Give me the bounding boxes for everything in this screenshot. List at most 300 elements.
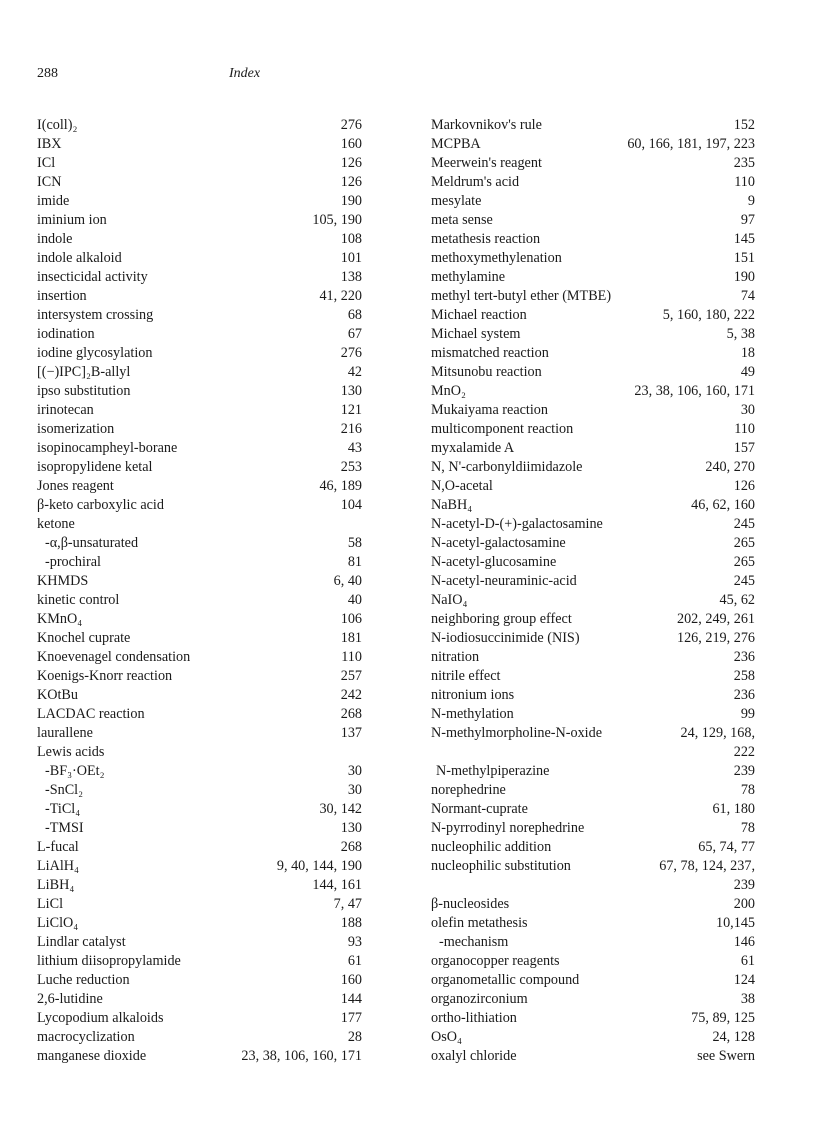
- index-term: N, N'-carbonyldiimidazole: [431, 459, 583, 475]
- index-entry: [37, 705, 362, 724]
- index-pages: 145: [733, 231, 755, 247]
- index-entry: [37, 306, 362, 325]
- index-term: multicomponent reaction: [431, 421, 574, 437]
- index-pages: 78: [740, 820, 755, 836]
- index-entry: [431, 154, 755, 173]
- index-entry: [431, 857, 755, 876]
- index-subentry: [37, 781, 362, 800]
- index-pages: 46, 62, 160: [691, 497, 755, 513]
- index-term: IBX: [37, 136, 62, 152]
- index-entry: [37, 325, 362, 344]
- index-pages: 222: [733, 744, 755, 760]
- index-entry: [37, 1028, 362, 1047]
- index-pages: 126: [733, 478, 755, 494]
- index-pages: 257: [340, 668, 362, 684]
- index-pages: 93: [347, 934, 362, 950]
- index-pages: 101: [340, 250, 362, 266]
- index-entry: [431, 553, 755, 572]
- index-term: -TiCl₄: [45, 801, 81, 817]
- index-entry: [37, 857, 362, 876]
- index-term: Knoevenagel condensation: [37, 649, 191, 665]
- index-entry: [431, 325, 755, 344]
- index-pages: 67: [347, 326, 362, 342]
- index-entry: [431, 382, 755, 401]
- index-entry: [431, 420, 755, 439]
- index-term: iodine glycosylation: [37, 345, 153, 361]
- index-term: nitrile effect: [431, 668, 501, 684]
- index-pages: 60, 166, 181, 197, 223: [627, 136, 755, 152]
- index-entry: [37, 572, 362, 591]
- index-pages: 144: [340, 991, 362, 1007]
- index-term: ICN: [37, 174, 62, 190]
- index-entry: [37, 667, 362, 686]
- index-pages: 9: [747, 193, 755, 209]
- index-entry: [431, 135, 755, 154]
- index-entry: [37, 629, 362, 648]
- index-pages: 160: [340, 136, 362, 152]
- index-entry: [37, 154, 362, 173]
- index-term: MnO₂: [431, 383, 466, 399]
- index-entry: [431, 667, 755, 686]
- index-entry: [37, 610, 362, 629]
- index-entry-continuation: [431, 876, 755, 895]
- index-entry: [431, 534, 755, 553]
- index-entry: [431, 515, 755, 534]
- index-entry: [37, 420, 362, 439]
- index-entry: [37, 876, 362, 895]
- index-term: insecticidal activity: [37, 269, 148, 285]
- index-entry: [431, 610, 755, 629]
- index-term: N-methylpiperazine: [436, 763, 550, 779]
- index-pages: 137: [340, 725, 362, 741]
- index-pages: 216: [340, 421, 362, 437]
- index-term: LiClO₄: [37, 915, 79, 931]
- index-pages: 110: [734, 421, 755, 437]
- index-term: Michael reaction: [431, 307, 527, 323]
- index-term: N-iodiosuccinimide (NIS): [431, 630, 580, 646]
- index-pages: 190: [733, 269, 755, 285]
- index-pages: 130: [340, 820, 362, 836]
- index-pages: 245: [733, 573, 755, 589]
- index-pages: 61: [347, 953, 362, 969]
- index-pages: 265: [733, 554, 755, 570]
- index-pages: 160: [340, 972, 362, 988]
- index-subentry: [37, 762, 362, 781]
- index-pages: 30: [740, 402, 755, 418]
- index-term: oxalyl chloride: [431, 1048, 517, 1064]
- index-pages: 200: [733, 896, 755, 912]
- index-term: metathesis reaction: [431, 231, 541, 247]
- index-entry: [431, 572, 755, 591]
- index-pages: 126, 219, 276: [676, 630, 755, 646]
- index-pages: 146: [733, 934, 755, 950]
- index-term: organocopper reagents: [431, 953, 560, 969]
- index-entry: [37, 686, 362, 705]
- index-pages: 78: [740, 782, 755, 798]
- index-pages: 6, 40: [333, 573, 362, 589]
- index-term: [(−)IPC]₂B-allyl: [37, 364, 131, 380]
- index-pages: 104: [340, 497, 362, 513]
- index-pages: 7, 47: [333, 896, 362, 912]
- index-pages: 265: [733, 535, 755, 551]
- index-entry: [37, 496, 362, 515]
- index-term: N-pyrrodinyl norephedrine: [431, 820, 585, 836]
- index-pages: 75, 89, 125: [691, 1010, 755, 1026]
- index-term: mesylate: [431, 193, 482, 209]
- index-pages: 124: [733, 972, 755, 988]
- index-term: N-acetyl-neuraminic-acid: [431, 573, 577, 589]
- index-pages: 23, 38, 106, 160, 171: [241, 1048, 362, 1064]
- index-pages: 157: [733, 440, 755, 456]
- index-entry: [37, 458, 362, 477]
- index-entry: [37, 192, 362, 211]
- index-term: methylamine: [431, 269, 506, 285]
- index-term: Knochel cuprate: [37, 630, 131, 646]
- index-term: LiCl: [37, 896, 64, 912]
- index-pages: 239: [733, 763, 755, 779]
- index-pages: 236: [733, 687, 755, 703]
- index-subentry: [37, 553, 362, 572]
- index-entry: [431, 971, 755, 990]
- index-term: N-methylmorpholine-N-oxide: [431, 725, 602, 741]
- index-pages: 177: [340, 1010, 362, 1026]
- index-entry: [431, 230, 755, 249]
- index-pages: 49: [740, 364, 755, 380]
- index-entry: [431, 1028, 755, 1047]
- index-entry: [431, 344, 755, 363]
- index-entry: [431, 629, 755, 648]
- index-term: olefin metathesis: [431, 915, 528, 931]
- index-pages: 24, 128: [712, 1029, 755, 1045]
- index-pages: 42: [347, 364, 362, 380]
- index-term: -SnCl₂: [45, 782, 84, 798]
- index-term: lithium diisopropylamide: [37, 953, 181, 969]
- index-entry: [431, 591, 755, 610]
- index-term: macrocyclization: [37, 1029, 135, 1045]
- index-pages: 108: [340, 231, 362, 247]
- index-pages: 40: [347, 592, 362, 608]
- index-term: Michael system: [431, 326, 521, 342]
- index-term: KHMDS: [37, 573, 89, 589]
- index-term: N-acetyl-D-(+)-galactosamine: [431, 516, 603, 532]
- index-term: NaBH₄: [431, 497, 473, 513]
- index-term: nitronium ions: [431, 687, 515, 703]
- index-term: indole alkaloid: [37, 250, 122, 266]
- index-term: Jones reagent: [37, 478, 114, 494]
- index-term: β-keto carboxylic acid: [37, 497, 164, 513]
- index-entry: [431, 819, 755, 838]
- index-pages: 5, 38: [726, 326, 755, 342]
- index-entry: [37, 230, 362, 249]
- index-pages: 24, 129, 168,: [680, 725, 755, 741]
- index-term: Mitsunobu reaction: [431, 364, 542, 380]
- index-pages: 61: [740, 953, 755, 969]
- index-term: Markovnikov's rule: [431, 117, 542, 133]
- index-entry: [431, 116, 755, 135]
- index-term: organometallic compound: [431, 972, 580, 988]
- index-entry: [37, 363, 362, 382]
- index-entry: [37, 743, 362, 762]
- index-pages: 46, 189: [319, 478, 362, 494]
- index-pages: 67, 78, 124, 237,: [659, 858, 755, 874]
- index-term: nitration: [431, 649, 480, 665]
- index-entry: [37, 401, 362, 420]
- index-term: isomerization: [37, 421, 115, 437]
- index-entry: [37, 1047, 362, 1066]
- index-entry: [37, 439, 362, 458]
- index-term: Lindlar catalyst: [37, 934, 126, 950]
- index-entry: [37, 116, 362, 135]
- index-term: N-acetyl-galactosamine: [431, 535, 566, 551]
- index-pages: 202, 249, 261: [676, 611, 755, 627]
- index-entry: [431, 458, 755, 477]
- index-entry: [431, 477, 755, 496]
- index-entry: [37, 933, 362, 952]
- page-number: 288: [37, 66, 58, 81]
- index-term: organozirconium: [431, 991, 528, 1007]
- index-term: ICl: [37, 155, 56, 171]
- index-pages: 245: [733, 516, 755, 532]
- index-entry: [37, 173, 362, 192]
- index-pages: 110: [734, 174, 755, 190]
- index-pages: 99: [740, 706, 755, 722]
- index-term: LACDAC reaction: [37, 706, 145, 722]
- index-pages: 268: [340, 839, 362, 855]
- index-pages: 65, 74, 77: [698, 839, 755, 855]
- index-term: Normant-cuprate: [431, 801, 528, 817]
- running-title: Index: [229, 66, 261, 81]
- index-term: LiBH₄: [37, 877, 75, 893]
- index-term: 2,6-lutidine: [37, 991, 103, 1007]
- index-pages: 151: [733, 250, 755, 266]
- index-term: -prochiral: [45, 554, 101, 570]
- index-pages: 10,145: [715, 915, 755, 931]
- index-entry: [431, 838, 755, 857]
- index-entry: [431, 895, 755, 914]
- index-entry: [37, 990, 362, 1009]
- index-term: Lycopodium alkaloids: [37, 1010, 164, 1026]
- index-pages: 235: [733, 155, 755, 171]
- index-entry: [431, 800, 755, 819]
- index-entry: [37, 591, 362, 610]
- index-entry-continuation: [431, 743, 755, 762]
- index-term: KOtBu: [37, 687, 78, 703]
- index-pages: 61, 180: [712, 801, 755, 817]
- index-term: methyl tert-butyl ether (MTBE): [431, 288, 612, 304]
- index-pages: 30: [347, 782, 362, 798]
- index-term: indole: [37, 231, 73, 247]
- index-entry: [431, 192, 755, 211]
- index-entry: [431, 781, 755, 800]
- index-term: ketone: [37, 516, 75, 532]
- index-entry: [37, 952, 362, 971]
- index-term: Meldrum's acid: [431, 174, 520, 190]
- index-pages: 105, 190: [312, 212, 362, 228]
- index-pages: 30: [347, 763, 362, 779]
- index-term: Mukaiyama reaction: [431, 402, 548, 418]
- index-entry: [37, 724, 362, 743]
- index-entry: [37, 648, 362, 667]
- index-pages: 9, 40, 144, 190: [276, 858, 362, 874]
- index-pages: 242: [340, 687, 362, 703]
- index-entry: [431, 268, 755, 287]
- index-term: Meerwein's reagent: [431, 155, 542, 171]
- index-entry: [37, 211, 362, 230]
- index-column-left: [37, 116, 362, 1066]
- index-term: norephedrine: [431, 782, 506, 798]
- index-subentry: [431, 933, 755, 952]
- index-entry: [431, 249, 755, 268]
- index-term: iodination: [37, 326, 95, 342]
- index-term: manganese dioxide: [37, 1048, 147, 1064]
- index-entry: [37, 135, 362, 154]
- index-pages: 68: [347, 307, 362, 323]
- index-term: isopinocampheyl-borane: [37, 440, 178, 456]
- index-entry: [37, 1009, 362, 1028]
- index-pages: 30, 142: [319, 801, 362, 817]
- index-entry: [431, 724, 755, 743]
- index-pages: 138: [340, 269, 362, 285]
- index-entry: [431, 1009, 755, 1028]
- index-pages: 258: [733, 668, 755, 684]
- index-entry: [431, 211, 755, 230]
- index-pages: 126: [340, 174, 362, 190]
- index-entry: [37, 838, 362, 857]
- index-pages: 74: [740, 288, 755, 304]
- index-term: irinotecan: [37, 402, 94, 418]
- index-term: methoxymethylenation: [431, 250, 562, 266]
- index-entry: [431, 363, 755, 382]
- index-term: intersystem crossing: [37, 307, 154, 323]
- index-term: -TMSI: [45, 820, 84, 836]
- index-entry: [37, 895, 362, 914]
- index-entry: [37, 477, 362, 496]
- index-term: nucleophilic substitution: [431, 858, 571, 874]
- index-pages: 106: [340, 611, 362, 627]
- index-pages: 188: [340, 915, 362, 931]
- index-entry: [431, 990, 755, 1009]
- index-term: N,O-acetal: [431, 478, 493, 494]
- index-term: myxalamide A: [431, 440, 515, 456]
- index-entry: [37, 268, 362, 287]
- index-subentry: [37, 800, 362, 819]
- index-term: -BF₃·OEt₂: [45, 763, 105, 779]
- index-entry: [431, 762, 755, 781]
- index-term: Koenigs-Knorr reaction: [37, 668, 173, 684]
- index-term: N-acetyl-glucosamine: [431, 554, 557, 570]
- index-entry: [431, 287, 755, 306]
- index-pages: 126: [340, 155, 362, 171]
- index-term: -mechanism: [439, 934, 509, 950]
- index-pages: 276: [340, 345, 362, 361]
- index-term: NaIO₄: [431, 592, 468, 608]
- index-column-right: [431, 116, 755, 1066]
- index-pages: 144, 161: [312, 877, 362, 893]
- index-entry: [431, 952, 755, 971]
- index-pages: 97: [740, 212, 755, 228]
- index-entry: [37, 382, 362, 401]
- index-pages: 239: [733, 877, 755, 893]
- index-term: LiAlH₄: [37, 858, 79, 874]
- index-entry: [431, 496, 755, 515]
- index-pages: 268: [340, 706, 362, 722]
- index-entry: [37, 914, 362, 933]
- index-term: β-nucleosides: [431, 896, 510, 912]
- index-pages: 81: [347, 554, 362, 570]
- index-term: MCPBA: [431, 136, 481, 152]
- index-term: KMnO₄: [37, 611, 83, 627]
- index-pages: 23, 38, 106, 160, 171: [634, 383, 755, 399]
- index-entry: [431, 686, 755, 705]
- index-term: Lewis acids: [37, 744, 105, 760]
- index-pages: 41, 220: [319, 288, 362, 304]
- index-entry: [37, 287, 362, 306]
- index-pages: 181: [340, 630, 362, 646]
- index-pages: 130: [340, 383, 362, 399]
- index-term: -α,β-unsaturated: [45, 535, 139, 551]
- index-term: iminium ion: [37, 212, 107, 228]
- index-pages: 190: [340, 193, 362, 209]
- index-pages: 121: [340, 402, 362, 418]
- index-term: neighboring group effect: [431, 611, 572, 627]
- index-subentry: [37, 819, 362, 838]
- index-pages: see Swern: [697, 1048, 755, 1064]
- index-entry: [431, 1047, 755, 1066]
- index-pages: 18: [740, 345, 755, 361]
- index-term: ortho-lithiation: [431, 1010, 517, 1026]
- index-pages: 152: [733, 117, 755, 133]
- index-pages: 45, 62: [719, 592, 755, 608]
- index-pages: 38: [740, 991, 755, 1007]
- index-term: ipso substitution: [37, 383, 131, 399]
- index-entry: [431, 914, 755, 933]
- index-term: I(coll)₂: [37, 117, 78, 133]
- index-pages: 253: [340, 459, 362, 475]
- index-pages: 276: [340, 117, 362, 133]
- index-term: Luche reduction: [37, 972, 130, 988]
- index-entry: [37, 249, 362, 268]
- index-term: mismatched reaction: [431, 345, 549, 361]
- index-term: imide: [37, 193, 70, 209]
- index-term: N-methylation: [431, 706, 514, 722]
- index-term: laurallene: [37, 725, 93, 741]
- index-term: kinetic control: [37, 592, 120, 608]
- index-pages: 58: [347, 535, 362, 551]
- index-entry: [431, 439, 755, 458]
- index-pages: 240, 270: [705, 459, 755, 475]
- index-entry: [431, 648, 755, 667]
- index-term: isopropylidene ketal: [37, 459, 153, 475]
- index-entry: [431, 306, 755, 325]
- index-term: OsO₄: [431, 1029, 462, 1045]
- index-term: nucleophilic addition: [431, 839, 552, 855]
- index-entry: [37, 344, 362, 363]
- index-term: L-fucal: [37, 839, 79, 855]
- index-pages: 236: [733, 649, 755, 665]
- index-pages: 43: [347, 440, 362, 456]
- index-pages: 110: [341, 649, 362, 665]
- index-pages: 28: [347, 1029, 362, 1045]
- index-entry: [431, 705, 755, 724]
- index-pages: 5, 160, 180, 222: [662, 307, 755, 323]
- index-entry: [37, 971, 362, 990]
- index-entry: [431, 401, 755, 420]
- index-term: meta sense: [431, 212, 493, 228]
- index-term: insertion: [37, 288, 87, 304]
- index-entry: [431, 173, 755, 192]
- index-subentry: [37, 534, 362, 553]
- index-entry: [37, 515, 362, 534]
